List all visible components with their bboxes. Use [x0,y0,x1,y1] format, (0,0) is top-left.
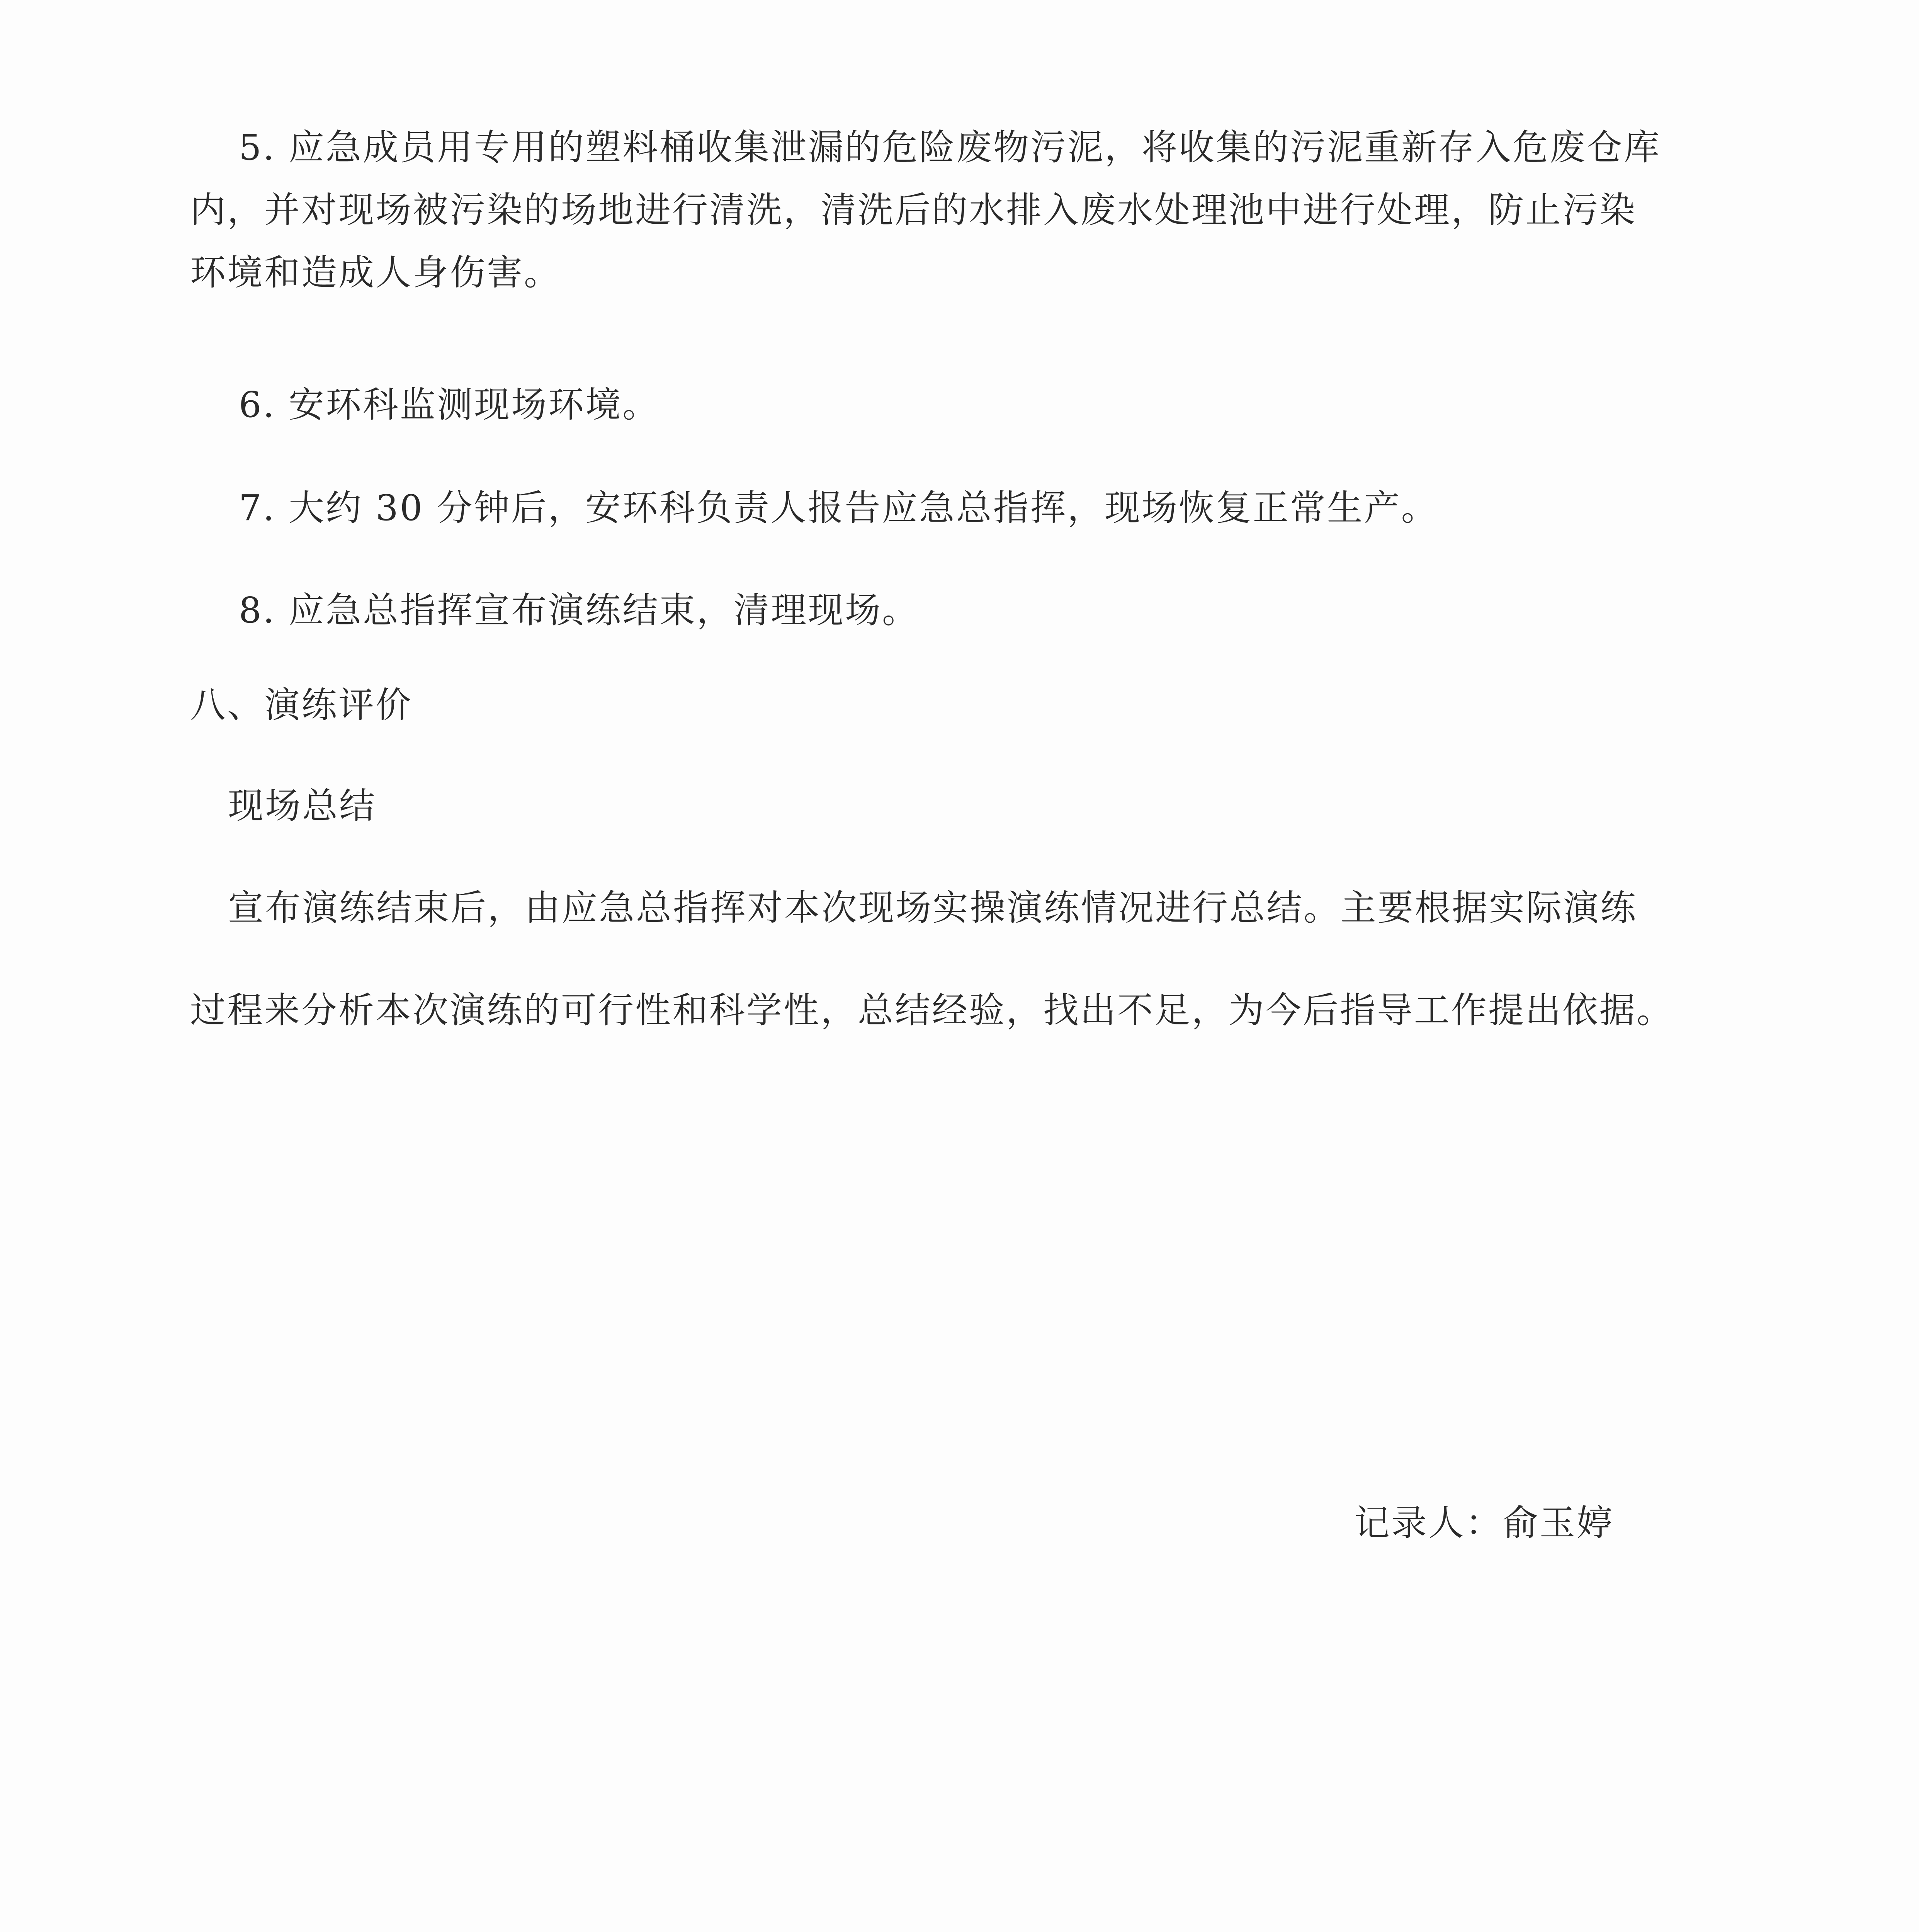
summary-paragraph-line-1: 宣布演练结束后，由应急总指挥对本次现场实操演练情况进行总结。主要根据实际演练 [228,887,1638,929]
recorder-name: 俞玉婷 [1503,1502,1614,1544]
recorder-signature [1354,1500,1614,1546]
step-5-line-1: 5. 应急成员用专用的塑料桶收集泄漏的危险废物污泥，将收集的污泥重新存入危废仓库 [239,127,1661,168]
step-7: 7. 大约 30 分钟后，安环科负责人报告应急总指挥，现场恢复正常生产。 [239,487,1438,529]
section-8-subheading: 现场总结 [228,785,377,827]
step-5-line-2: 内，并对现场被污染的场地进行清洗，清洗后的水排入废水处理池中进行处理，防止污染 [190,189,1637,231]
summary-paragraph-line-2: 过程来分析本次演练的可行性和科学性，总结经验，找出不足，为今后指导工作提出依据。 [190,990,1674,1031]
step-8: 8. 应急总指挥宣布演练结束，清理现场。 [239,590,920,631]
section-8-heading: 八、演练评价 [190,684,413,726]
step-5-line-3: 环境和造成人身伤害。 [190,252,561,293]
step-6: 6. 安环科监测现场环境。 [239,384,660,425]
recorder-label: 记录人： [1354,1502,1503,1544]
